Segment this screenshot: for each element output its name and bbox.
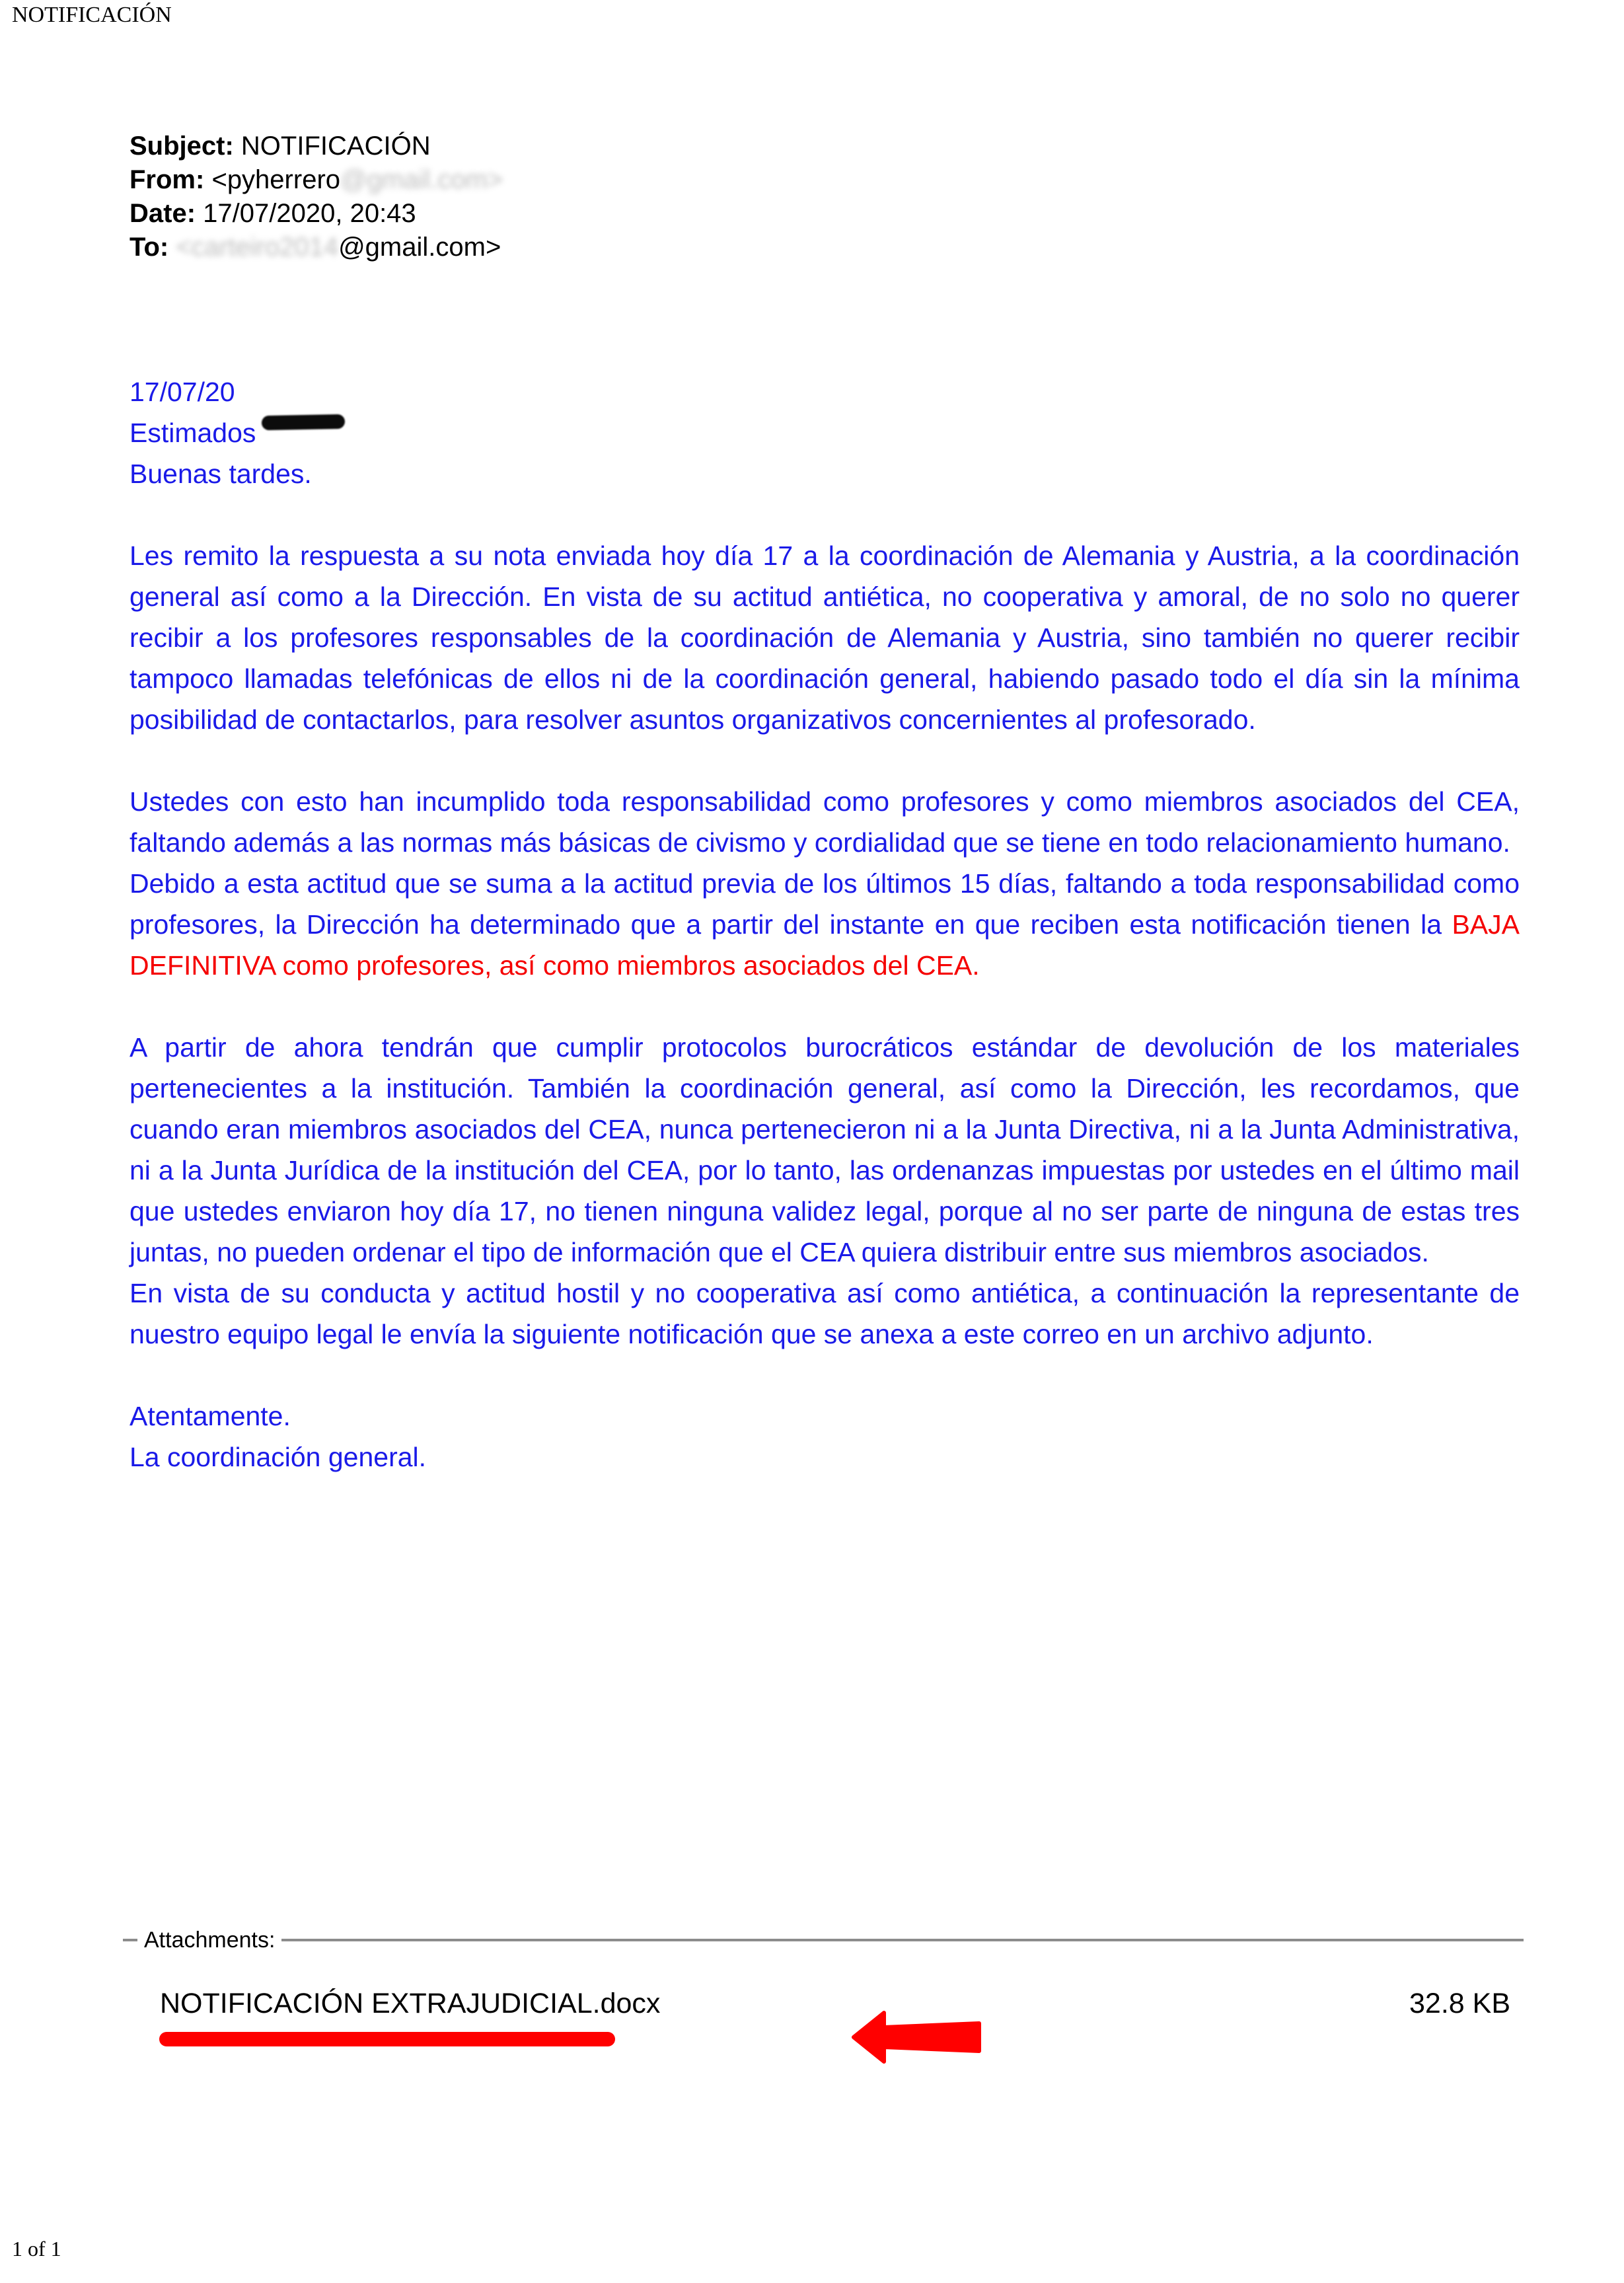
from-address-redacted: @gmail.com> xyxy=(340,165,503,194)
attachments-divider xyxy=(123,1939,1524,1941)
letter-paragraph-5: En vista de su conducta y actitud hostil y no cooperativa así como antiética, a continuación la representante de nuestro equipo legal le envía la siguiente notificación que se anexa a este correo en un archivo adjunto. xyxy=(129,1278,1520,1349)
letter-salutation: Buenas tardes. xyxy=(129,459,312,489)
attachment-file-size: 32.8 KB xyxy=(1409,1988,1510,2019)
to-label: To: xyxy=(129,233,169,262)
date-label: Date: xyxy=(129,199,196,228)
subject-row xyxy=(129,130,503,163)
paragraph-spacer xyxy=(129,986,1520,1027)
paragraph-spacer xyxy=(129,740,1520,781)
to-address-visible: @gmail.com> xyxy=(338,233,501,262)
letter-body xyxy=(129,371,1520,1478)
red-underline-annotation xyxy=(159,2032,615,2046)
date-value: 17/07/2020, 20:43 xyxy=(203,199,416,228)
date-row xyxy=(129,197,503,231)
to-address-redacted: <carteiro2014 xyxy=(176,233,339,262)
paragraph-spacer xyxy=(129,494,1520,535)
paragraph-3-blue-text: Debido a esta actitud que se suma a la actitud previa de los últimos 15 días, faltando a toda responsabilidad como profesores, la Dirección ha determinado que a partir del instante en que reciben esta notificación tienen la xyxy=(129,868,1520,940)
to-row xyxy=(129,231,503,264)
letter-closing: Atentamente. xyxy=(129,1401,291,1431)
attachment-file-name[interactable]: NOTIFICACIÓN EXTRAJUDICIAL.docx xyxy=(160,1988,661,2019)
print-header-title: NOTIFICACIÓN xyxy=(12,3,172,27)
name-redaction-bar xyxy=(263,416,344,429)
letter-paragraph-2: Ustedes con esto han incumplido toda responsabilidad como profesores y como miembros asociados del CEA, faltando además a las normas más básicas de civismo y cordialidad que se tiene en todo relacionamiento humano. xyxy=(129,786,1520,858)
from-row xyxy=(129,163,503,197)
attachments-section xyxy=(123,1922,1524,2113)
from-address-visible: <pyherrero xyxy=(211,165,341,194)
red-arrow-annotation xyxy=(850,2001,982,2074)
letter-paragraph-4: A partir de ahora tendrán que cumplir protocolos burocráticos estándar de devolución de los materiales pertenecientes a la institución. También la coordinación general, así como la Dirección, les recordamos, que cuando eran miembros asociados del CEA, nunca pertenecieron ni a la Junta Directiva, ni a la Junta Administrativa, ni a la Junta Jurídica de la institución del CEA, por lo tanto, las ordenanzas impuestas por ustedes en el último mail que ustedes enviaron hoy día 17, no tienen ninguna validez legal, porque al no ser parte de ninguna de estas tres juntas, no pueden ordenar el tipo de información que el CEA quiera distribuir entre sus miembros asociados. xyxy=(129,1032,1520,1267)
letter-greeting: Estimados xyxy=(129,418,256,448)
letter-signature: La coordinación general. xyxy=(129,1442,427,1472)
from-label: From: xyxy=(129,165,205,194)
mail-header-block xyxy=(129,130,503,264)
attachments-legend: Attachments: xyxy=(137,1926,281,1955)
print-footer-page-indicator: 1 of 1 xyxy=(12,2237,61,2261)
subject-value: NOTIFICACIÓN xyxy=(240,131,431,161)
subject-label: Subject: xyxy=(129,131,234,161)
baja-definitiva-highlight: BAJA DEFINITIVA como profesores, así como miembros asociados del CEA. xyxy=(129,909,1520,981)
letter-date-line: 17/07/20 xyxy=(129,377,235,407)
paragraph-spacer xyxy=(129,1355,1520,1396)
letter-paragraph-3 xyxy=(129,863,1520,986)
letter-paragraph-1: Les remito la respuesta a su nota enviada hoy día 17 a la coordinación de Alemania y Austria, a la coordinación general así como a la Dirección. En vista de su actitud antiética, no cooperativa y amoral, de no solo no querer recibir a los profesores responsables de la coordinación de Alemania y Austria, sino también no querer recibir tampoco llamadas telefónicas de ellos ni de la coordinación general, habiendo pasado todo el día sin la mínima posibilidad de contactarlos, para resolver asuntos organizativos concernientes al profesorado. xyxy=(129,541,1520,735)
